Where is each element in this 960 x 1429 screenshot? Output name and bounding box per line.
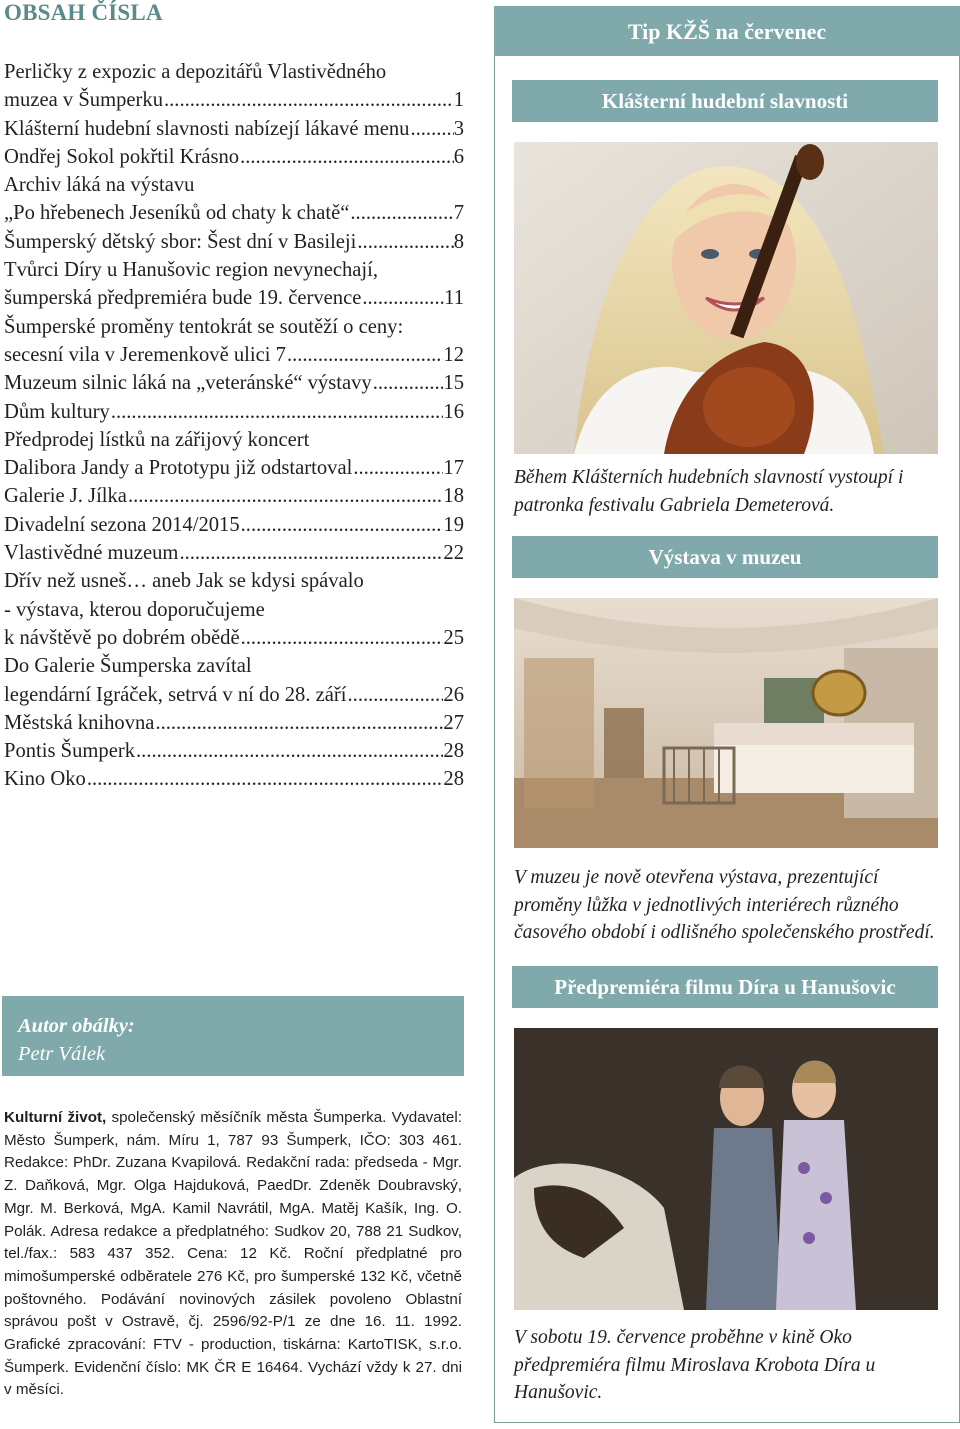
- toc-page-number: 26: [443, 683, 464, 706]
- leader-dots: [240, 624, 444, 652]
- bedroom-illustration: [514, 598, 938, 848]
- leader-dots: [110, 398, 444, 426]
- toc-entry[interactable]: [4, 652, 464, 709]
- toc-entry[interactable]: [4, 313, 464, 370]
- toc-page-number: 12: [443, 343, 464, 366]
- toc-page-number: 25: [443, 626, 464, 649]
- toc-entry[interactable]: [4, 709, 464, 737]
- toc-title: OBSAH ČÍSLA: [4, 0, 163, 25]
- toc-entry-line: Šumperské proměny tentokrát se soutěží o ceny:: [4, 315, 404, 338]
- leader-dots: [240, 511, 444, 539]
- section-header-exhibition: Výstava v muzeu: [512, 536, 938, 578]
- film-still-illustration: [514, 1028, 938, 1310]
- toc-entry[interactable]: [4, 115, 464, 143]
- section-header-premiere: Předpremiéra filmu Díra u Hanušovic: [512, 966, 938, 1008]
- toc-entry-title: šumperská předpremiéra bude 19. července: [4, 287, 362, 310]
- leader-dots: [356, 228, 453, 256]
- leader-dots: [349, 199, 453, 227]
- imprint-title: Kulturní život,: [4, 1109, 107, 1126]
- toc-entry-line: Archiv láká na výstavu: [4, 174, 195, 197]
- film-still-photo: [514, 1028, 938, 1310]
- toc-page-number: 18: [443, 485, 464, 508]
- leader-dots: [361, 284, 444, 312]
- cover-author-label: Autor obálky:: [18, 1015, 135, 1037]
- leader-dots: [409, 115, 453, 143]
- toc-entry-title: secesní vila v Jeremenkově ulici 7: [4, 343, 286, 366]
- toc-entry-title: k návštěvě po dobrém obědě: [4, 626, 240, 649]
- toc-entry[interactable]: [4, 765, 464, 793]
- toc-page-number: 7: [453, 202, 464, 225]
- toc-entry-title: Dalibora Jandy a Prototypu již odstartoval: [4, 457, 353, 480]
- toc-entry-title: Dům kultury: [4, 400, 110, 423]
- leader-dots: [154, 709, 443, 737]
- toc-entry-line: Předprodej lístků na zářijový koncert: [4, 428, 310, 451]
- toc-entry-title: Kino Oko: [4, 768, 86, 791]
- cover-author-name: Petr Válek: [18, 1043, 106, 1065]
- section-header-festival: Klášterní hudební slavnosti: [512, 80, 938, 122]
- leader-dots: [86, 765, 444, 793]
- toc-entry[interactable]: [4, 737, 464, 765]
- toc-page-number: 17: [443, 457, 464, 480]
- toc-entry[interactable]: [4, 511, 464, 539]
- toc-page-number: 28: [443, 740, 464, 763]
- caption-festival: Během Klášterních hudebních slavností vystoupí i patronka festivalu Gabriela Demeterová.: [514, 467, 904, 516]
- toc-page-number: 1: [453, 89, 464, 112]
- toc-page-number: 8: [453, 230, 464, 253]
- toc-page-number: 28: [443, 768, 464, 791]
- imprint-text: společenský měsíčník města Šumperka. Vydavatel: Město Šumperk, nám. Míru 1, 787 93 Šumperk, IČO: 303 461. Redakce: PhDr. Zuzana Kvapilová. Redakční rada: předseda - Mgr. Z. Daňková, Mgr. Olga Hajduková, PaedDr. Zdeněk Doubravský, Mgr. M. Berková, MgA. Kamil Navrátil, MgA. Matěj Kašík, Ing. O. Polák. Adresa redakce a předplatného: Sudkov 20, 788 21 Sudkov, tel./fax.: 583 437 352. Cena: 12 Kč. Roční předplatné pro mimošumperské odběratele 276 Kč, pro šumperské 132 Kč, včetně poštovného. Podávání novinových zásilek povoleno Oblastní správou pošt v Ostravě, čj. 2596/92-P/1 ze dne 16. 11. 1992. Grafické zpracování: FTV - production, tiskárna: KartoTISK, s.r.o. Šumperk. Evidenční číslo: MK ČR E 16464. Vychází vždy k 27. dni v měsíci.: [4, 1109, 462, 1399]
- toc-page-number: 27: [443, 711, 464, 734]
- leader-dots: [127, 482, 443, 510]
- toc-entry-title: Ondřej Sokol pokřtil Krásno: [4, 145, 240, 168]
- toc-entry[interactable]: [4, 58, 464, 115]
- leader-dots: [239, 143, 454, 171]
- toc-entry[interactable]: [4, 567, 464, 652]
- toc-entry[interactable]: [4, 426, 464, 483]
- leader-dots: [163, 86, 454, 114]
- toc-entry-title: Městská knihovna: [4, 711, 155, 734]
- exhibition-photo: [514, 598, 938, 848]
- toc-entry-title: Divadelní sezona 2014/2015: [4, 513, 240, 536]
- toc-entry-title: „Po hřebenech Jeseníků od chaty k chatě“: [4, 202, 350, 225]
- toc-entry-line: Do Galerie Šumperska zavítal: [4, 655, 252, 678]
- toc-entry-line: - výstava, kterou doporučujeme: [4, 598, 265, 621]
- leader-dots: [135, 737, 443, 765]
- toc-entry-line: Perličky z expozic a depozitářů Vlastivědného: [4, 61, 387, 83]
- toc-page-number: 11: [444, 287, 464, 310]
- leader-dots: [286, 341, 443, 369]
- toc-entry[interactable]: [4, 143, 464, 171]
- toc-entry-title: Galerie J. Jílka: [4, 485, 127, 508]
- toc-page-number: 3: [453, 117, 464, 140]
- toc-page-number: 19: [443, 513, 464, 536]
- violinist-photo: [514, 142, 938, 454]
- imprint: [4, 1107, 462, 1402]
- leader-dots: [178, 539, 443, 567]
- toc-entry-title: Šumperský dětský sbor: Šest dní v Basileji: [4, 230, 357, 253]
- toc-entry[interactable]: [4, 482, 464, 510]
- cover-author-box: [2, 996, 464, 1076]
- leader-dots: [352, 454, 443, 482]
- toc-entry[interactable]: [4, 398, 464, 426]
- toc-entry-line: Tvůrci Díry u Hanušovic region nevynechají,: [4, 259, 379, 282]
- toc-entry-title: muzea v Šumperku: [4, 89, 163, 112]
- toc-entry-title: Pontis Šumperk: [4, 740, 136, 763]
- toc-entry[interactable]: [4, 171, 464, 228]
- caption-premiere: V sobotu 19. července proběhne v kině Oko předpremiéra filmu Miroslava Krobota Díra u Hanušovic.: [514, 1327, 876, 1403]
- table-of-contents: [4, 58, 464, 794]
- toc-page-number: 6: [453, 145, 464, 168]
- toc-entry-title: Muzeum silnic láká na „veteránské“ výstavy: [4, 372, 372, 395]
- toc-entry[interactable]: [4, 539, 464, 567]
- toc-page-number: 16: [443, 400, 464, 423]
- leader-dots: [347, 681, 444, 709]
- toc-page-number: 15: [443, 372, 464, 395]
- leader-dots: [372, 369, 444, 397]
- toc-page-number: 22: [443, 542, 464, 565]
- toc-entry-title: Klášterní hudební slavnosti nabízejí lákavé menu: [4, 117, 410, 140]
- toc-entry[interactable]: [4, 256, 464, 313]
- tip-header: Tip KŽŠ na červenec: [494, 6, 960, 56]
- toc-entry[interactable]: [4, 369, 464, 397]
- toc-entry-line: Dřív než usneš… aneb Jak se kdysi spávalo: [4, 570, 364, 593]
- toc-entry-title: legendární Igráček, setrvá v ní do 28. září: [4, 683, 347, 706]
- toc-entry[interactable]: [4, 228, 464, 256]
- toc-entry-title: Vlastivědné muzeum: [4, 542, 179, 565]
- violinist-illustration: [514, 142, 938, 454]
- caption-exhibition: V muzeu je nově otevřena výstava, prezentující proměny lůžka v jednotlivých interiérech různého časového období i odlišného společenského prostředí.: [514, 867, 935, 943]
